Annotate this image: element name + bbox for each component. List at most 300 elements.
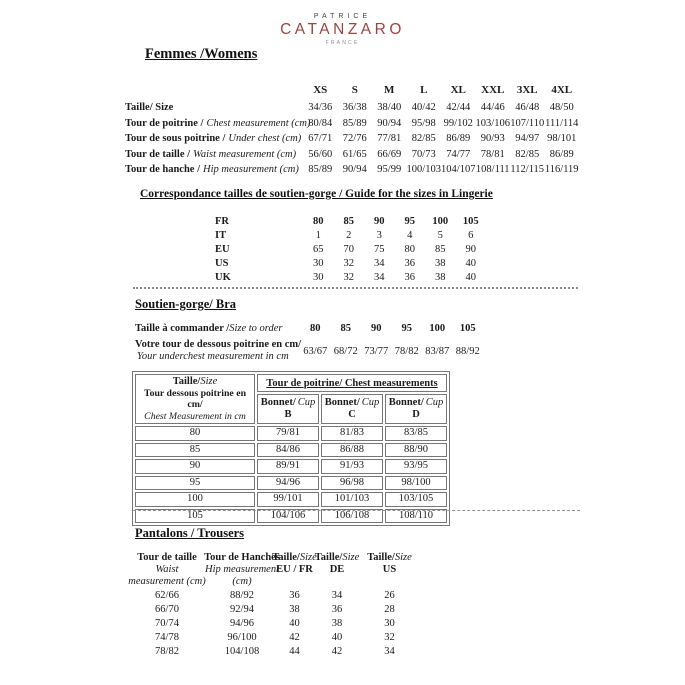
text: 108/110 [398,509,434,521]
cup-label [260,397,316,410]
table-cell [456,244,487,255]
table-cell [303,118,338,129]
row-label-fr: Taille/ Size [125,102,174,114]
cell-value: 5 [437,229,443,241]
table-cell [425,230,456,241]
table-row [125,147,579,163]
cup-label [388,397,444,410]
cell-value: 32 [384,631,395,643]
table-cell [407,164,442,175]
cell-value: 63/67 [303,345,328,357]
cell-value [257,459,319,474]
table-cell [476,149,511,160]
table-cell [317,618,357,629]
text: 79/81 [276,427,300,438]
text: Taille/ [367,552,395,563]
text: Tour de taille [137,552,197,563]
table-row [215,214,486,228]
cell-value: 61/65 [342,148,367,160]
cell-value: 38 [331,617,343,629]
table-cell [212,604,272,615]
text: Chest Measurement in cm [144,410,246,422]
table-cell [272,552,317,576]
row-label-fr: Tour de hanche / [125,164,200,176]
text: 86/88 [340,443,364,455]
cell-value: 100 [432,215,449,227]
table-cell [476,84,511,96]
cell-value [257,492,319,507]
table-cell [364,216,395,227]
table-cell [122,552,212,588]
cell-value: 66/69 [377,148,402,160]
table-cell [453,346,484,357]
cell-value: 34 [374,257,385,269]
cell-value: 32 [343,257,354,269]
cell-value: 85 [343,215,354,227]
cell-value: 40 [289,617,300,629]
lingerie-size-guide-table [215,214,486,284]
text: 85 [189,443,201,455]
table-cell [407,84,442,96]
column-header-en [156,564,179,576]
cell-value: 40/42 [411,102,436,114]
text: Taille/ [314,552,343,563]
column-header-fr [367,552,412,564]
text: 93/95 [404,460,428,471]
table-cell [314,552,360,576]
cell-value: 104/108 [224,645,260,657]
table-cell [317,590,357,601]
table-cell [392,346,423,357]
cell-value: 38 [435,257,446,269]
table-cell [122,618,212,629]
table-cell [453,323,484,334]
table-cell [215,244,303,255]
size-cell [135,459,255,474]
table-row [122,588,422,602]
cell-value: 4 [407,229,413,241]
table-row [125,100,579,116]
text: 106/108 [334,509,370,521]
size-column-header: XXL [481,84,505,96]
table-cell [303,164,338,175]
column-header-fr [272,552,317,564]
cell-value [321,492,383,507]
cell-value: 68/72 [333,345,358,357]
text: Taille/ [172,376,201,387]
text: DE [329,564,345,575]
cell-value: 74/77 [446,148,471,160]
text: Bonnet/ [324,396,360,408]
text: Size [342,552,360,563]
row-label: FR [215,215,229,227]
brand-logo [0,13,685,46]
cell-value: 2 [346,229,352,241]
table-cell [425,216,456,227]
column-header-en [128,576,205,588]
cell-value: 90 [374,215,385,227]
table-cell [407,133,442,144]
table-cell [303,244,334,255]
text: 98/100 [401,476,431,488]
size-column-header: M [384,84,395,96]
table-cell [212,618,272,629]
table-cell [338,164,373,175]
cell-value: 38 [435,271,446,283]
table-cell [357,604,422,615]
text: B [284,409,292,420]
table-row [215,270,486,284]
text: 89/91 [276,460,300,471]
bra-section-title: Soutien-gorge/ Bra [135,297,237,311]
table-cell [215,258,303,269]
text: Taille/ [272,552,300,563]
table-cell [476,164,511,175]
cell-value: 90 [371,323,382,334]
row-label: IT [215,229,227,241]
cell-value: 82/85 [515,148,540,160]
table-cell [212,632,272,643]
table-cell [204,552,280,588]
row-label-fr: Tour de taille / [125,148,191,160]
table-cell [441,102,476,113]
column-header-fr [315,552,360,564]
cup-letter [260,409,316,422]
table-cell [125,102,303,113]
table-cell [357,590,422,601]
text: 91/93 [340,460,364,471]
table-row [215,228,486,242]
table-cell [357,632,422,643]
table-row [135,492,447,507]
table-cell [338,149,373,160]
table-cell [125,133,303,144]
cup-measurements-table [132,371,450,526]
table-cell [510,149,545,160]
cell-value: 80/84 [308,117,333,129]
table-cell [425,272,456,283]
table-row [135,459,447,474]
cell-value: 105 [459,323,476,334]
table-cell [395,230,426,241]
table-cell [272,646,317,657]
text: Cup [297,396,316,408]
table-cell [212,590,272,601]
table-cell [510,164,545,175]
cell-value: 42 [289,631,300,643]
table-cell [407,118,442,129]
cell-value: 94/97 [515,133,540,145]
table-cell [272,604,317,615]
table-row [135,476,447,491]
cell-value: 36 [404,271,415,283]
text: 80 [189,427,201,438]
table-cell [364,258,395,269]
cell-value: 95/99 [377,164,402,176]
table-cell [303,133,338,144]
text: Bonnet/ [260,396,296,408]
table-row [135,336,483,366]
cell-value: 30 [313,257,324,269]
table-cell [334,230,365,241]
cell-value: 85 [435,243,446,255]
cell-value: 32 [343,271,354,283]
text: 81/83 [340,427,364,438]
table-row [125,131,579,147]
cell-value: 80 [404,243,415,255]
table-cell [361,346,392,357]
cell-value [385,443,447,458]
cell-value: 42/44 [446,102,471,114]
column-header-en [232,576,251,588]
cell-value: 62/66 [155,589,179,601]
cell-value [321,443,383,458]
table-cell [392,323,423,334]
row-label-en: Waist measurement (cm) [193,148,297,160]
table-cell [372,133,407,144]
text: Your underchest measurement in cm [137,351,289,362]
table-cell [456,216,487,227]
text: 103/105 [398,493,434,504]
cell-value: 36/38 [342,102,367,114]
table-cell [300,346,331,357]
cell-value: 3 [376,229,382,241]
table-cell [456,230,487,241]
cell-value: 30 [313,271,324,283]
cell-value: 80 [313,215,324,227]
text: 88/90 [404,443,428,455]
table-cell [331,346,362,357]
text: Size [200,376,218,387]
table-row [215,256,486,270]
corner-line1 [138,376,252,388]
row-label-en: Hip measurement (cm) [202,164,299,176]
table-cell [364,272,395,283]
table-cell [338,84,373,96]
cell-value: 88/92 [455,345,480,357]
table-row [125,116,579,132]
text: EU / FR [276,564,313,575]
table-cell [334,244,365,255]
cell-value: 74/78 [155,631,179,643]
cell-value: 70/73 [411,148,436,160]
cell-value: 90/94 [377,117,402,129]
cup-header-cell [385,394,447,424]
text: Tour de Hanches [204,552,280,563]
table-cell [372,149,407,160]
cell-value: 103/106 [475,117,510,129]
text: Waist [155,564,179,575]
text: Size [299,552,317,563]
cell-value: 75 [374,243,385,255]
text: Tour de poitrine/ Chest measurements [266,377,438,389]
table-row [135,426,447,441]
corner-line3 [138,411,252,423]
cell-value [257,426,319,441]
cell-value: 95 [401,323,412,334]
table-cell [422,346,453,357]
table-cell [272,632,317,643]
table-cell [441,84,476,96]
cup-letter [388,409,444,422]
table-cell [122,590,212,601]
text: 83/85 [404,427,428,438]
row-label-fr: Tour de sous poitrine / [125,133,226,145]
table-cell [122,604,212,615]
cell-value: 82/85 [411,133,436,145]
column-header-fr [204,552,280,564]
cell-value: 40 [331,631,343,643]
cell-value: 94/96 [230,617,254,629]
cell-value: 100/103 [406,164,441,176]
table-row [122,644,422,658]
table-cell [441,133,476,144]
table-cell [425,258,456,269]
table-cell [372,164,407,175]
cell-value: 105 [462,215,479,227]
cell-value: 44/46 [480,102,505,114]
cell-value: 28 [384,603,395,615]
table-cell [545,84,580,96]
table-cell [425,244,456,255]
cell-value: 90/94 [342,164,367,176]
table-cell [272,618,317,629]
logo-france-text: FRANCE [325,40,360,46]
cell-value: 107/110 [510,117,545,129]
table-row [135,321,483,336]
table-cell [303,84,338,96]
cell-value: 96/100 [227,631,257,643]
column-header-en [205,564,279,576]
cell-value: 40 [465,271,476,283]
cup-header-cell [321,394,383,424]
cell-value [385,492,447,507]
cell-value: 80 [310,323,321,334]
table-cell [317,632,357,643]
text: US [382,564,397,575]
table-cell [545,133,580,144]
cell-value: 36 [289,589,300,601]
text: 90 [189,460,201,471]
cell-value [385,426,447,441]
cell-value: 44 [289,645,300,657]
column-header-code [276,564,313,576]
cell-value: 85/89 [308,164,333,176]
table-row [122,616,422,630]
bra-size-table [135,321,483,366]
cell-value: 112/115 [510,164,545,176]
cell-value: 95 [404,215,415,227]
cell-value: 70 [343,243,354,255]
text: Size [394,552,412,563]
cell-value: 73/77 [364,345,389,357]
cell-value: 92/94 [230,603,254,615]
table-cell [125,164,303,175]
cell-value: 86/89 [446,133,471,145]
cell-value: 111/114 [545,117,579,129]
dotted-divider [133,287,578,289]
text: (cm) [232,576,252,587]
size-column-header: 4XL [551,84,573,96]
table-cell [476,102,511,113]
text: 96/98 [340,476,364,488]
cell-value: 70/74 [155,617,179,629]
table-cell [215,230,303,241]
table-cell [338,133,373,144]
dashed-divider [133,510,580,511]
row-label-fr [135,339,301,352]
table-cell [303,216,334,227]
table-cell [135,339,300,364]
column-header-fr [137,552,197,564]
row-label-en: Size to order [229,323,283,334]
table-cell [303,258,334,269]
cell-value: 66/70 [155,603,179,615]
table-cell [317,646,357,657]
table-cell [395,216,426,227]
text: 95 [189,476,201,488]
table-cell [125,117,311,129]
table-cell [338,102,373,113]
table-cell [272,590,317,601]
table-cell [422,323,453,334]
table-cell [395,244,426,255]
cell-value: 95/98 [411,117,436,129]
table-cell [125,149,303,160]
table-row [122,552,422,588]
cell-value: 56/60 [308,148,333,160]
text: 100 [187,493,203,504]
cell-value: 85 [340,323,351,334]
table-cell [364,244,395,255]
row-label-en: Under chest (cm) [228,133,302,145]
table-cell [407,149,442,160]
text: 94/96 [276,476,300,488]
cell-value: 34 [331,589,343,601]
table-cell [122,646,212,657]
cell-value: 90 [465,243,476,255]
cell-value [257,476,319,491]
text: C [348,409,356,420]
table-cell [357,646,422,657]
cup-label [324,397,380,410]
cell-value: 38 [289,603,300,615]
cell-value: 78/82 [155,645,179,657]
row-label: US [215,257,229,269]
size-column-header: S [351,84,358,96]
size-cell [135,426,255,441]
cell-value: 6 [468,229,474,241]
table-cell [510,133,545,144]
table-cell [135,323,300,334]
table-cell [395,272,426,283]
cell-value: 83/87 [425,345,450,357]
size-cell [135,492,255,507]
cell-value: 104/107 [441,164,476,176]
table-cell [334,272,365,283]
chest-measurements-header [257,374,447,392]
text: Bonnet/ [388,396,424,408]
table-cell [338,118,373,129]
cell-value: 40 [465,257,476,269]
row-label-en [135,351,289,364]
table-cell [395,258,426,269]
logo-catanzaro-text: CATANZARO [280,21,405,38]
trousers-section-title: Pantalons / Trousers [135,526,245,540]
cell-value: 100 [429,323,446,334]
table-cell [510,102,545,113]
cell-value: 85/89 [342,117,367,129]
